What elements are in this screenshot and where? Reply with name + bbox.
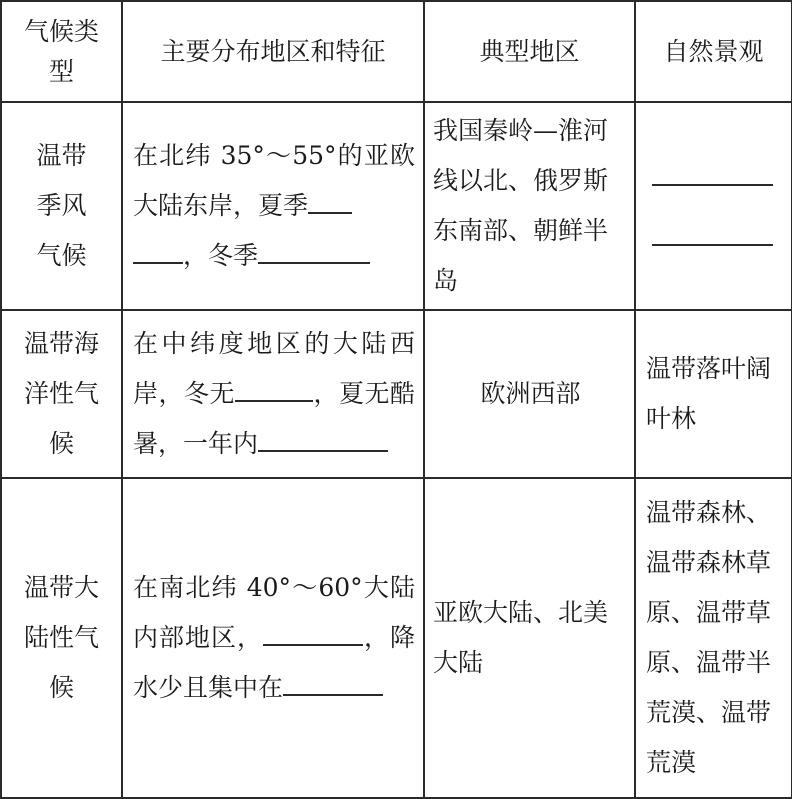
header-region: 典型地区 bbox=[424, 1, 635, 102]
answer-blank[interactable] bbox=[283, 672, 383, 696]
feature-text-2: ，降水少且集中在 bbox=[133, 623, 415, 702]
answer-blank[interactable] bbox=[652, 212, 773, 246]
answer-blank[interactable] bbox=[258, 240, 370, 264]
landscape-cell: 温带落叶阔叶林 bbox=[635, 310, 792, 478]
climate-type bbox=[1, 102, 122, 310]
climate-type-text: 温带季风气候 bbox=[36, 141, 87, 270]
table-row bbox=[1, 310, 792, 478]
region-cell: 亚欧大陆、北美大陆 bbox=[424, 478, 635, 798]
header-feature: 主要分布地区和特征 bbox=[122, 1, 424, 102]
feature-cell bbox=[122, 102, 424, 310]
feature-text-2: ，冬季 bbox=[183, 241, 259, 270]
header-type: 气候类型 bbox=[1, 1, 122, 102]
answer-blank[interactable] bbox=[133, 240, 183, 264]
feature-text-2: ，夏无酷暑，一年内 bbox=[133, 379, 415, 458]
landscape-cell: 温带森林、温带森林草原、温带草原、温带半荒漠、温带荒漠 bbox=[635, 478, 792, 798]
table-row bbox=[1, 478, 792, 798]
header-landscape: 自然景观 bbox=[635, 1, 792, 102]
table-row bbox=[1, 102, 792, 310]
climate-type-text: 温带海洋性气候 bbox=[23, 329, 99, 458]
answer-blank[interactable] bbox=[258, 428, 388, 452]
feature-text-1: 在中纬度地区的大陆西岸，冬无 bbox=[133, 329, 415, 408]
feature-cell bbox=[122, 478, 424, 798]
climate-type-text: 温带大陆性气候 bbox=[23, 573, 99, 702]
climate-type bbox=[1, 478, 122, 798]
answer-blank[interactable] bbox=[308, 190, 352, 214]
climate-type bbox=[1, 310, 122, 478]
region-cell: 我国秦岭—淮河线以北、俄罗斯东南部、朝鲜半岛 bbox=[424, 102, 635, 310]
feature-text-1: 在南北纬 40°～60°大陆内部地区， bbox=[133, 573, 415, 652]
answer-blank[interactable] bbox=[652, 152, 773, 186]
feature-text-1: 在北纬 35°～55°的亚欧大陆东岸，夏季 bbox=[133, 141, 415, 220]
feature-cell bbox=[122, 310, 424, 478]
answer-blank[interactable] bbox=[235, 378, 313, 402]
region-cell: 欧洲西部 bbox=[424, 310, 635, 478]
landscape-cell bbox=[635, 102, 792, 310]
header-row bbox=[1, 1, 792, 102]
answer-blank[interactable] bbox=[263, 622, 363, 646]
